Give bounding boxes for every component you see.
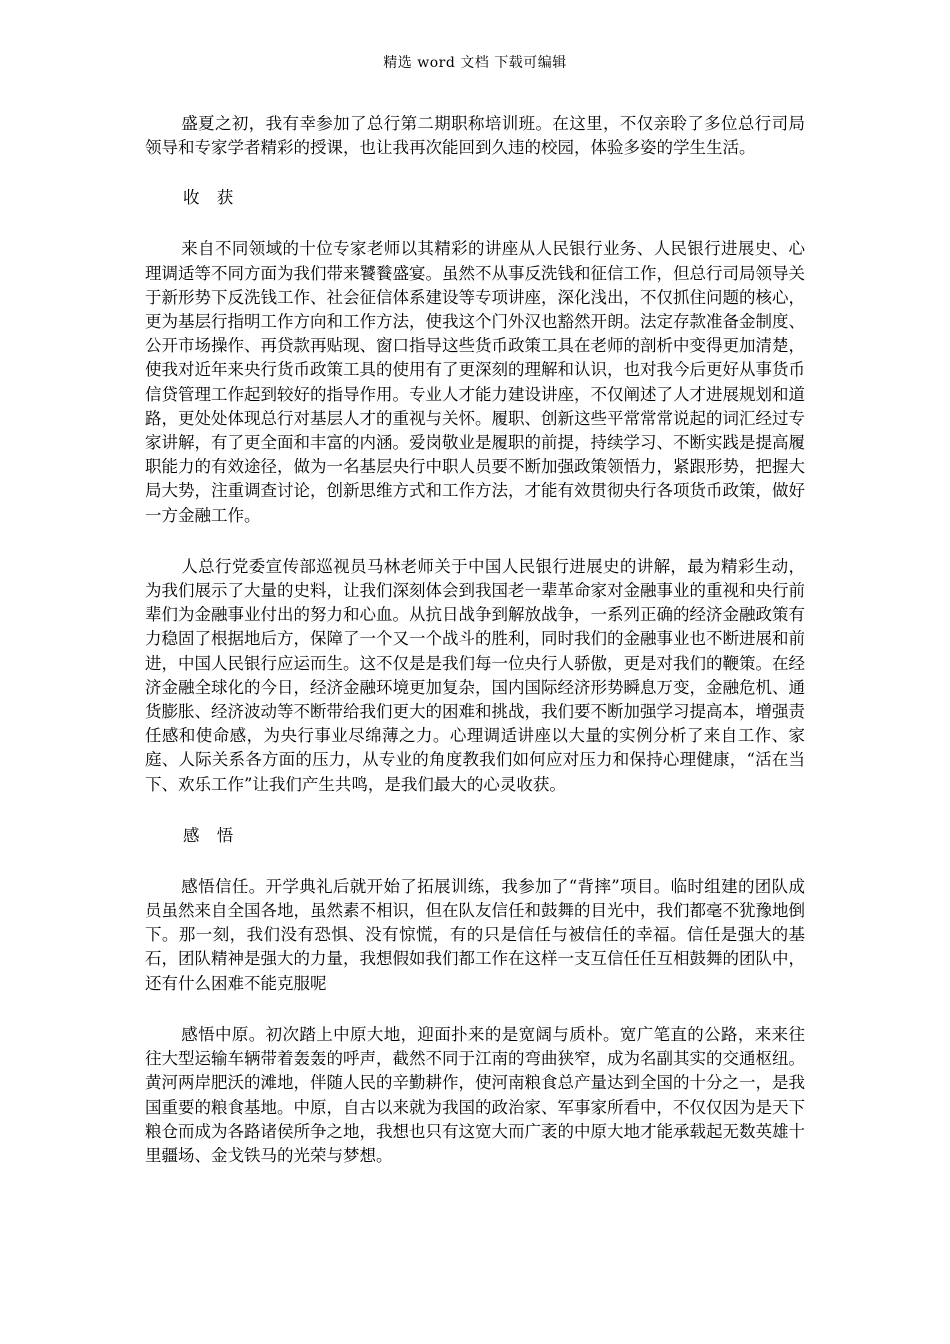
harvest-paragraph-2: 人总行党委宣传部巡视员马林老师关于中国人民银行进展史的讲解，最为精彩生动，为我们展示了大量的史料，让我们深刻体会到我国老一辈革命家对金融事业的重视和央行前辈们为金融事业付出的努力和心血。从抗日战争到解放战争，一系列正确的经济金融政策有力稳固了根据地后方，保障了一个又一个战斗的胜利，同时我们的金融事业也不断进展和前进，中国人民银行应运而生。这不仅是是我们每一位央行人骄傲，更是对我们的鞭策。在经济金融全球化的今日，经济金融环境更加复杂，国内国际经济形势瞬息万变，金融危机、通货膨胀、经济波动等不断带给我们更大的困难和挑战，我们要不断加强学习提高本，增强责任感和使命感，为央行事业尽绵薄之力。心理调适讲座以大量的实例分析了来自工作、家庭、人际关系各方面的压力，从专业的角度教我们如何应对压力和保持心理健康，“活在当下、欢乐工作”让我们产生共鸣，是我们最大的心灵收获。	[145, 556, 805, 794]
insight-paragraph-trust: 感悟信任。开学典礼后就开始了拓展训练，我参加了“背摔”项目。临时组建的团队成员虽然来自全国各地，虽然素不相识，但在队友信任和鼓舞的目光中，我们都毫不犹豫地倒下。那一刻，我们没有恐惧、没有惊慌，有的只是信任与被信任的幸福。信任是强大的基石，团队精神是强大的力量，我想假如我们都工作在这样一支互信任任互相鼓舞的团队中，还有什么困难不能克服呢	[145, 876, 805, 993]
document-body	[145, 112, 805, 1168]
section-heading-harvest: 收 获	[183, 188, 240, 208]
page-header: 精选 word 文档 下载可编辑	[383, 55, 567, 71]
insight-paragraph-central-plains: 感悟中原。初次踏上中原大地，迎面扑来的是宽阔与质朴。宽广笔直的公路，来来往往大型运输车辆带着轰轰的呼声，截然不同于江南的弯曲狭窄，成为名副其实的交通枢纽。黄河两岸肥沃的滩地，伴随人民的辛勤耕作，使河南粮食总产量达到全国的十分之一，是我国重要的粮食基地。中原，自古以来就为我国的政治家、军事家所看中，不仅仅因为是天下粮仓而成为各路诸侯所争之地，我想也只有这宽大而广袤的中原大地才能承载起无数英雄十里疆场、金戈铁马的光荣与梦想。	[145, 1024, 805, 1165]
section-heading-insight: 感 悟	[183, 825, 240, 845]
intro-paragraph: 盛夏之初，我有幸参加了总行第二期职称培训班。在这里，不仅亲聆了多位总行司局领导和专家学者精彩的授课，也让我再次能回到久违的校园，体验多姿的学生生活。	[145, 114, 805, 158]
harvest-paragraph-1: 来自不同领域的十位专家老师以其精彩的讲座从人民银行业务、人民银行进展史、心理调适等不同方面为我们带来饕餮盛宴。虽然不从事反洗钱和征信工作，但总行司局领导关于新形势下反洗钱工作、社会征信体系建设等专项讲座，深化浅出，不仅抓住问题的核心，更为基层行指明工作方向和工作方法，使我这个门外汉也豁然开朗。法定存款准备金制度、公开市场操作、再贷款再贴现、窗口指导这些货币政策工具在老师的剖析中变得更加清楚，使我对近年来央行货币政策工具的使用有了更深刻的理解和认识，也对我今后更好从事货币信贷管理工作起到较好的指导作用。专业人才能力建设讲座，不仅阐述了人才进展规划和道路，更处处体现总行对基层人才的重视与关怀。履职、创新这些平常常常说起的词汇经过专家讲解，有了更全面和丰富的内涵。爱岗敬业是履职的前提，持续学习、不断实践是提高履职能力的有效途径，做为一名基层央行中职人员要不断加强政策领悟力，紧跟形势，把握大局大势，注重调查讨论，创新思维方式和工作方法，才能有效贯彻央行各项货币政策，做好一方金融工作。	[145, 239, 805, 525]
